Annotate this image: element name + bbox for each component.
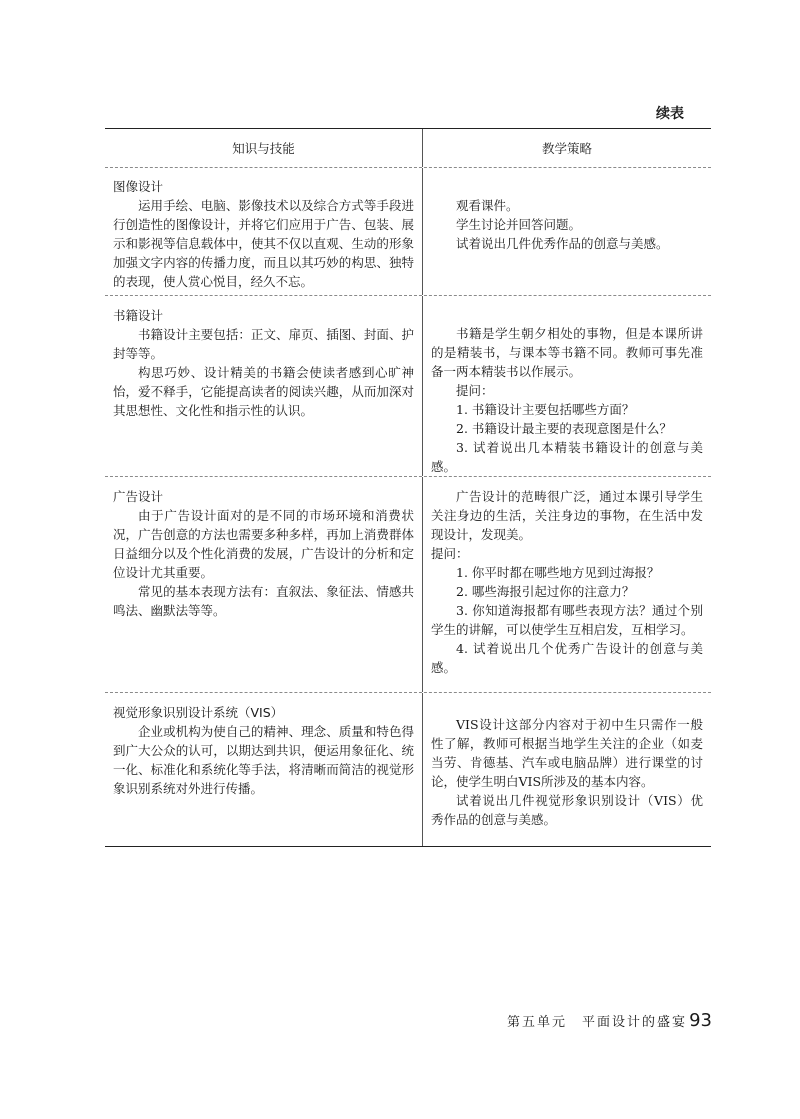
paragraph: 1. 书籍设计主要包括哪些方面？	[456, 402, 635, 417]
paragraph: 运用手绘、电脑、影像技术以及综合方式等手段进行创造性的图像设计，并将它们应用于广告、包装、展示和影视等信息载体中，使其不仅以直观、生动的形象加强文字内容的传播力度，而且以其巧妙的构思、独特的表现，使人赏心悦目，经久不忘。	[113, 198, 414, 289]
paragraph: 学生讨论并回答问题。	[456, 217, 582, 232]
section-title: 书籍设计	[113, 308, 164, 323]
paragraph: 提问：	[431, 546, 469, 561]
paragraph: 4. 试着说出几个优秀广告设计的创意与美感。	[431, 641, 703, 675]
paragraph: 企业或机构为使自己的精神、理念、质量和特色得到广大公众的认可，以期达到共识，便运用象征化、统一化、标准化和系统化等手法，将清晰而简洁的视觉形象识别系统对外进行传播。	[113, 724, 414, 796]
paragraph: 构思巧妙、设计精美的书籍会使读者感到心旷神怡，爱不释手，它能提高读者的阅读兴趣，从而加深对其思想性、文化性和指示性的认识。	[113, 365, 414, 418]
paragraph: 书籍设计主要包括：正文、扉页、插图、封面、护封等等。	[113, 327, 414, 361]
section-title: 广告设计	[113, 489, 164, 504]
paragraph: 提问：	[456, 383, 494, 398]
header-knowledge-skills: 知识与技能	[105, 129, 423, 167]
table-header	[105, 129, 711, 168]
content-table	[105, 128, 711, 847]
paragraph: VIS设计这部分内容对于初中生只需作一般性了解，教师可根据当地学生关注的企业（如麦当劳、肯德基、汽车或电脑品牌）进行课堂的讨论，使学生明白VIS所涉及的基本内容。	[431, 717, 703, 789]
paragraph: 1. 你平时都在哪些地方见到过海报？	[456, 565, 660, 580]
strategy-cell	[423, 168, 711, 295]
strategy-cell	[423, 477, 711, 692]
table-row	[105, 693, 711, 846]
strategy-cell	[423, 693, 711, 846]
section-title: 视觉形象识别设计系统（VIS）	[113, 705, 284, 720]
paragraph: 试着说出几件视觉形象识别设计（VIS）优秀作品的创意与美感。	[431, 793, 703, 827]
unit-title: 第五单元 平面设计的盛宴	[507, 1015, 688, 1030]
paragraph: 2. 书籍设计最主要的表现意图是什么？	[456, 421, 672, 436]
knowledge-cell	[105, 296, 423, 476]
paragraph: 广告设计的范畴很广泛，通过本课引导学生关注身边的生活，关注身边的事物，在生活中发现设计，发现美。	[431, 489, 703, 542]
continued-label: 续表	[656, 106, 684, 122]
paragraph: 试着说出几件优秀作品的创意与美感。	[456, 236, 669, 251]
paragraph: 由于广告设计面对的是不同的市场环境和消费状况，广告创意的方法也需要多种多样，再加上消费群体日益细分以及个性化消费的发展，广告设计的分析和定位设计尤其重要。	[113, 508, 414, 580]
paragraph: 书籍是学生朝夕相处的事物，但是本课所讲的是精装书，与课本等书籍不同。教师可事先准备一两本精装书以作展示。	[431, 326, 703, 379]
paragraph: 观看课件。	[456, 198, 519, 213]
page-footer	[507, 1010, 712, 1031]
table-row	[105, 296, 711, 477]
table-row	[105, 168, 711, 296]
strategy-cell	[423, 296, 711, 476]
section-title: 图像设计	[113, 179, 164, 194]
page-number: 93	[689, 1010, 712, 1031]
paragraph: 3. 试着说出几本精装书籍设计的创意与美感。	[431, 440, 703, 474]
knowledge-cell	[105, 693, 423, 846]
paragraph: 2. 哪些海报引起过你的注意力？	[456, 584, 635, 599]
knowledge-cell	[105, 168, 423, 295]
knowledge-cell	[105, 477, 423, 692]
paragraph: 3. 你知道海报都有哪些表现方法？通过个别学生的讲解，可以使学生互相启发，互相学习。	[431, 603, 703, 637]
table-row	[105, 477, 711, 693]
header-teaching-strategy: 教学策略	[541, 141, 592, 156]
paragraph: 常见的基本表现方法有：直叙法、象征法、情感共鸣法、幽默法等等。	[113, 584, 414, 618]
